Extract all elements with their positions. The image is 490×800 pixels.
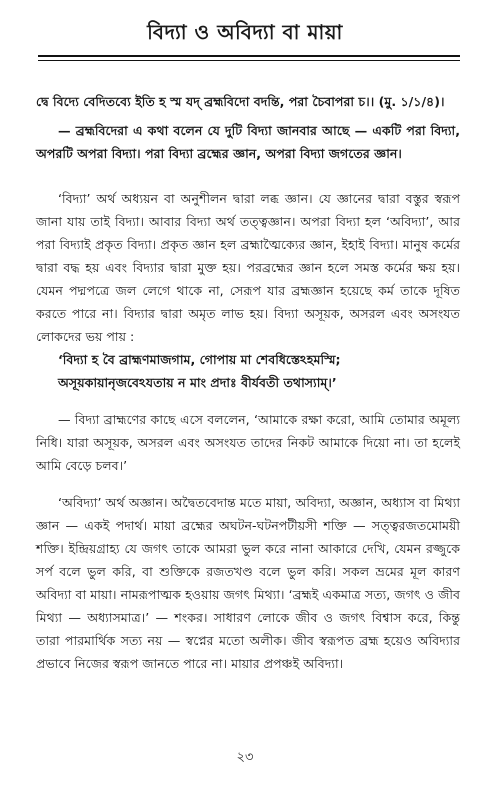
verse-line-1: ‘বিদ্যা হ বৈ ব্রাহ্মণমাজগাম, গোপায় মা শেবধিস্তেঽহমস্মি; xyxy=(58,352,341,367)
paragraph-vidya-speaks: — বিদ্যা ব্রাহ্মণের কাছে এসে বললেন, ‘আমাকে রক্ষা করো, আমি তোমার অমূল্য নিধি। যারা অসূয়ক, অসরল এবং অসংযত তাদের নিকট আমাকে দিয়ো না। তা হলেই আমি বেড়ে চলব।’ xyxy=(36,412,460,473)
page-number: ২৩ xyxy=(236,750,254,765)
verse-line-2: অসূয়কায়ানৃজবেঽযতায় ন মাং প্রদাঃ বীর্যবতী তথাস্যাম্।’ xyxy=(58,375,337,390)
sanskrit-quote: দ্বে বিদ্যে বেদিতব্যে ইতি হ স্ম যদ্ ব্রহ্মবিদো বদন্তি, পরা চৈবাপরা চ।। (মু. ১/১/৪)। xyxy=(36,94,445,109)
page-body xyxy=(36,90,460,675)
paragraph-vidya: ‘বিদ্যা’ অর্থ অধ্যয়ন বা অনুশীলন দ্বারা লব্ধ জ্ঞান। যে জ্ঞানের দ্বারা বস্তুর স্বরূপ জানা যায় তাই বিদ্যা। আবার বিদ্যা অর্থ তত্ত্বজ্ঞান। অপরা বিদ্যা হল ‘অবিদ্যা’, আর পরা বিদ্যাই প্রকৃত বিদ্যা। প্রকৃত জ্ঞান হল ব্রহ্মাত্মৈক্যের জ্ঞান, ইহাই বিদ্যা। মানুষ কর্মের দ্বারা বদ্ধ হয় এবং বিদ্যার দ্বারা মুক্ত হয়। পরব্রহ্মের জ্ঞান হলে সমস্ত কর্মের ক্ষয় হয়। যেমন পদ্মপত্রে জল লেগে থাকে না, সেরূপ যার ব্রহ্মজ্ঞান হয়েছে কর্ম তাকে দূষিত করতে পারে না। বিদ্যার দ্বারা অমৃত লাভ হয়। বিদ্যা অসূয়ক, অসরল এবং অসংযত লোকদের ভয় পায় : xyxy=(36,191,460,344)
paragraph-avidya: ‘অবিদ্যা’ অর্থ অজ্ঞান। অদ্বৈতবেদান্ত মতে মায়া, অবিদ্যা, অজ্ঞান, অধ্যাস বা মিথ্যা জ্ঞান — একই পদার্থ। মায়া ব্রহ্মের অঘটন-ঘটনপটীয়সী শক্তি — সত্ত্বরজতমোময়ী শক্তি। ইন্দ্রিয়গ্রাহ্য যে জগৎ তাকে আমরা ভুল করে নানা আকারে দেখি, যেমন রজ্জুকে সর্প বলে ভুল করি, বা শুক্তিকে রজতখণ্ড বলে ভুল করি। সকল ভ্রমের মূল কারণ অবিদ্যা বা মায়া। নামরূপাত্মক হওয়ায় জগৎ মিথ্যা। ‘ব্রহ্মই একমাত্র সত্য, জগৎ ও জীব মিথ্যা — অধ্যাসমাত্র।’ — শংকর। সাধারণ লোকে জীব ও জগৎ বিশ্বাস করে, কিন্তু তারা পারমার্থিক সত্য নয় — স্বপ্নের মতো অলীক। জীব স্বরূপত ব্রহ্ম হয়েও অবিদ্যার প্রভাবে নিজের স্বরূপ জানতে পারে না। মায়ার প্রপঞ্চই অবিদ্যা। xyxy=(36,495,460,671)
title-underline xyxy=(38,55,460,61)
quote-translation: — ব্রহ্মবিদেরা এ কথা বলেন যে দুটি বিদ্যা জানবার আছে — একটি পরা বিদ্যা, অপরটি অপরা বিদ্যা। পরা বিদ্যা ব্রহ্মের জ্ঞান, অপরা বিদ্যা জগতের জ্ঞান। xyxy=(36,123,460,161)
page-title: বিদ্যা ও অবিদ্যা বা মায়া xyxy=(147,20,343,44)
